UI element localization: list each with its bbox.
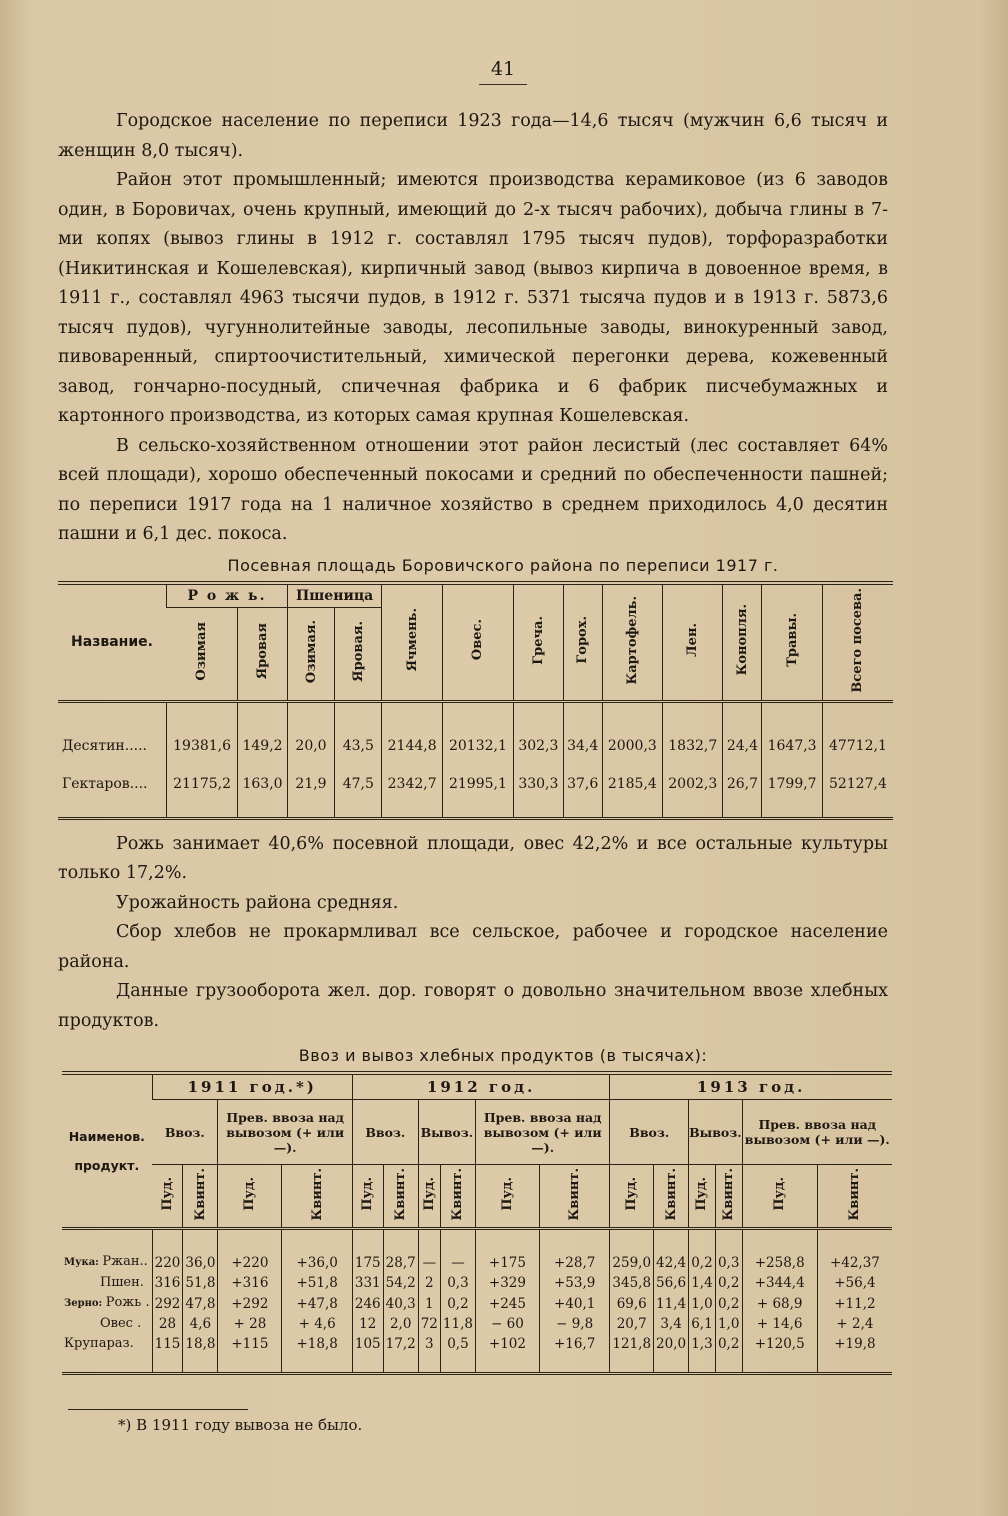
table-cell: +28,7 [539,1252,609,1273]
table-cell: +51,8 [282,1273,352,1293]
col-header-barley: Ячмень. [382,583,442,702]
unit-kvint-header: Квинт. [183,1165,218,1229]
table-cell: 47,8 [183,1293,218,1314]
table-cell: 115 [152,1334,183,1354]
table-cell: 20,0 [654,1334,689,1354]
group-label: Мука: [64,1257,103,1268]
excess-1912-header: Прев. ввоза над вывозом (+ или —). [475,1100,609,1165]
sown-area-table [58,581,893,820]
name-header: Название. [71,634,153,650]
table-cell: — [418,1252,440,1273]
table-cell: +329 [475,1273,539,1293]
export-1913-header: Вывоз. [689,1100,742,1165]
table-cell: 3 [418,1334,440,1354]
table-cell: +115 [218,1334,282,1354]
year-1912-header: 1912 год. [352,1073,610,1100]
col-header-wheat-winter: Озимая. [287,607,334,701]
table-cell: 220 [152,1252,183,1273]
year-1913-header: 1913 год. [610,1073,892,1100]
table-cell: 292 [152,1293,183,1314]
col-header-rye-winter: Озимая [194,622,210,681]
footnote-rule [68,1409,248,1410]
col-header-grass: Травы. [762,583,822,702]
table-cell: +175 [475,1252,539,1273]
table-cell: 54,2 [383,1273,418,1293]
unit-pud-header: Пуд. [159,1177,175,1211]
table-cell: 42,4 [654,1252,689,1273]
table-cell: 11,4 [654,1293,689,1314]
unit-kvint-header: Квинт. [817,1165,892,1229]
table-row [62,1334,892,1354]
col-header-oats: Овес. [442,583,513,702]
table-cell: 246 [352,1293,383,1314]
table-row: Десятин..... 19381,6 149,2 20,0 43,5 2144,8 20132,1 302,3 34,4 2000,3 1832,7 24,4 1647,3 47712,1 [58,727,893,765]
table-cell: 331 [352,1273,383,1293]
paragraph-2: Район этот промышленный; имеются производства керамиковое (из 6 заводов один, в Боровичах, очень крупный, имеющий до 2-х тысяч рабочих), добыча глины в 7-ми копях (вывоз глины в 1912 г. составлял 1795 тысяч пудов), торфоразработки (Никитинская и Кошелевская), кирпичный завод (вывоз кирпича в довоенное время, в 1911 г., составлял 4963 тысячи пудов, в 1912 г. 5371 тысяча пудов и в 1913 г. 5873,6 тысяч пудов), чугуннолитейные заводы, лесопильные заводы, винокуренный завод, пивоваренный, спиртоочистительный, химической перегонки дерева, кожевенный завод, гончарно-посудный, спичечная фабрика и 6 фабрик писчебумажных и картонного производства, из которых самая крупная Кошелевская. [58,170,888,426]
unit-kvint-header: Квинт. [282,1165,352,1229]
table-cell: 0,2 [715,1293,742,1314]
table-cell: 20,7 [610,1314,654,1334]
table-cell: 259,0 [610,1252,654,1273]
col-header-wheat-spring: Яровая. [335,607,382,701]
col-header-peas: Горох. [563,583,602,702]
unit-kvint-header: Квинт. [654,1165,689,1229]
rye-group-header: Р о ж ь. [167,583,288,608]
table-cell: 1,4 [689,1273,716,1293]
table-cell: 4,6 [183,1314,218,1334]
table-cell: 345,8 [610,1273,654,1293]
table-cell: + 2,4 [817,1314,892,1334]
table-cell: 0,5 [440,1334,475,1354]
table-cell: 40,3 [383,1293,418,1314]
table-cell: 316 [152,1273,183,1293]
excess-1913-header: Прев. ввоза над вывозом (+ или —). [742,1100,892,1165]
product-label: Пшен. [100,1275,144,1290]
table-cell: + 28 [218,1314,282,1334]
table-cell: 2 [418,1273,440,1293]
col-header-hemp: Конопля. [723,583,762,702]
excess-1911-header: Прев. ввоза над вывозом (+ или —). [218,1100,352,1165]
table-cell: 1,3 [689,1334,716,1354]
table-cell: + 14,6 [742,1314,817,1334]
table-cell: +40,1 [539,1293,609,1314]
table-cell: 2,0 [383,1314,418,1334]
grain-table-body [62,1252,892,1354]
table-cell: 18,8 [183,1334,218,1354]
table-cell: +18,8 [282,1334,352,1354]
table-cell: + 68,9 [742,1293,817,1314]
table2-caption: Ввоз и вывоз хлебных продуктов (в тысячах): [298,1046,708,1065]
table-cell: +11,2 [817,1293,892,1314]
year-1911-header: 1911 год.*) [152,1073,352,1100]
import-1912-header: Ввоз. [352,1100,418,1165]
table-cell: +220 [218,1252,282,1273]
paragraph-5: Урожайность района средняя. [116,892,399,913]
col-header-potato: Картофель. [602,583,662,702]
paragraph-1: Городское население по переписи 1923 года—14,6 тысяч (мужчин 6,6 тысяч и женщин 8,0 тысяч). [58,111,888,161]
import-1911-header: Ввоз. [152,1100,218,1165]
page-number: 41 [490,58,516,80]
paragraph-7: Данные грузооборота жел. дор. говорят о довольно значительном ввозе хлебных продуктов. [58,981,888,1031]
table-cell: +258,8 [742,1252,817,1273]
table-cell: 56,6 [654,1273,689,1293]
table-cell: 0,2 [715,1334,742,1354]
table-cell: +36,0 [282,1252,352,1273]
product-label: Мука: Ржан.. [64,1254,148,1269]
group-label: Зерно: [64,1298,106,1309]
table-cell: 28 [152,1314,183,1334]
product-label: Овес . [100,1316,142,1331]
table-cell: 51,8 [183,1273,218,1293]
table-cell: +56,4 [817,1273,892,1293]
table-cell: 0,3 [715,1252,742,1273]
table-cell: +19,8 [817,1334,892,1354]
table-cell: +245 [475,1293,539,1314]
unit-pud-header: Пуд. [418,1165,440,1229]
table-cell: 0,2 [440,1293,475,1314]
grain-transport-table [62,1071,892,1375]
table-cell: 121,8 [610,1334,654,1354]
col-header-rye-spring: Яровая [238,607,288,701]
table-cell: 1,0 [715,1314,742,1334]
export-1912-header: Вывоз. [418,1100,475,1165]
table-cell: 28,7 [383,1252,418,1273]
product-label: Зерно: Рожь . [64,1295,150,1310]
paragraph-3: В сельско-хозяйственном отношении этот район лесистый (лес составляет 64% всей площади), хорошо обеспеченный покосами и средний по обеспеченности пашней; по переписи 1917 года на 1 наличное хозяйство в среднем приходилось 4,0 десятин пашни и 6,1 дес. покоса. [58,435,888,544]
unit-pud-header: Пуд. [742,1165,817,1229]
table-cell: 105 [352,1334,383,1354]
unit-pud-header: Пуд. [218,1165,282,1229]
page-number-rule [479,84,527,85]
table-row [62,1314,892,1334]
table1-caption: Посевная площадь Боровичского района по переписи 1917 г. [227,555,779,575]
table-cell: 1 [418,1293,440,1314]
unit-kvint-header: Квинт. [383,1165,418,1229]
table-cell: 72 [418,1314,440,1334]
table-cell: +316 [218,1273,282,1293]
table-cell: +344,4 [742,1273,817,1293]
unit-pud-header: Пуд. [475,1165,539,1229]
table-cell: − 60 [475,1314,539,1334]
table-cell: 36,0 [183,1252,218,1273]
table-cell: 0,3 [440,1273,475,1293]
table-cell: +120,5 [742,1334,817,1354]
unit-kvint-header: Квинт. [440,1165,475,1229]
table-cell: 11,8 [440,1314,475,1334]
unit-kvint-header: Квинт. [539,1165,609,1229]
footnote: *) В 1911 году вывоза не было. [118,1416,363,1434]
table-row: Гектаров.... 21175,2 163,0 21,9 47,5 2342,7 21995,1 330,3 37,6 2185,4 2002,3 26,7 1799,7 52127,4 [58,765,893,803]
table-cell: 17,2 [383,1334,418,1354]
paragraph-4: Рожь занимает 40,6% посевной площади, овес 42,2% и все остальные культуры только 17,2%. [58,833,888,883]
col-header-flax: Лен. [663,583,723,702]
table-cell: 12 [352,1314,383,1334]
paragraph-6: Сбор хлебов не прокармливал все сельское, рабочее и городское население района. [58,922,888,972]
table-cell: 69,6 [610,1293,654,1314]
table-cell: 0,2 [715,1273,742,1293]
unit-pud-header: Пуд. [610,1165,654,1229]
table-cell: +102 [475,1334,539,1354]
product-name-header: Наименов. продукт. [68,1129,145,1173]
table-cell: +47,8 [282,1293,352,1314]
table-cell: +16,7 [539,1334,609,1354]
col-header-total: Всего посева. [822,583,893,702]
table-cell: 3,4 [654,1314,689,1334]
table-cell: 175 [352,1252,383,1273]
wheat-group-header: Пшеница [287,583,382,608]
product-label: Крупараз. [64,1336,134,1351]
table-cell: +292 [218,1293,282,1314]
table-cell: — [440,1252,475,1273]
import-1913-header: Ввоз. [610,1100,689,1165]
table-cell: +53,9 [539,1273,609,1293]
table-cell: 1,0 [689,1293,716,1314]
table-cell: +42,37 [817,1252,892,1273]
table-row [62,1293,892,1314]
table-cell: 0,2 [689,1252,716,1273]
table-cell: − 9,8 [539,1314,609,1334]
table-row [62,1252,892,1273]
unit-pud-header: Пуд. [689,1165,716,1229]
unit-pud-header: Пуд. [352,1165,383,1229]
table-cell: + 4,6 [282,1314,352,1334]
col-header-buckwheat: Греча. [514,583,564,702]
table-row [62,1273,892,1293]
unit-kvint-header: Квинт. [715,1165,742,1229]
table-cell: 6,1 [689,1314,716,1334]
